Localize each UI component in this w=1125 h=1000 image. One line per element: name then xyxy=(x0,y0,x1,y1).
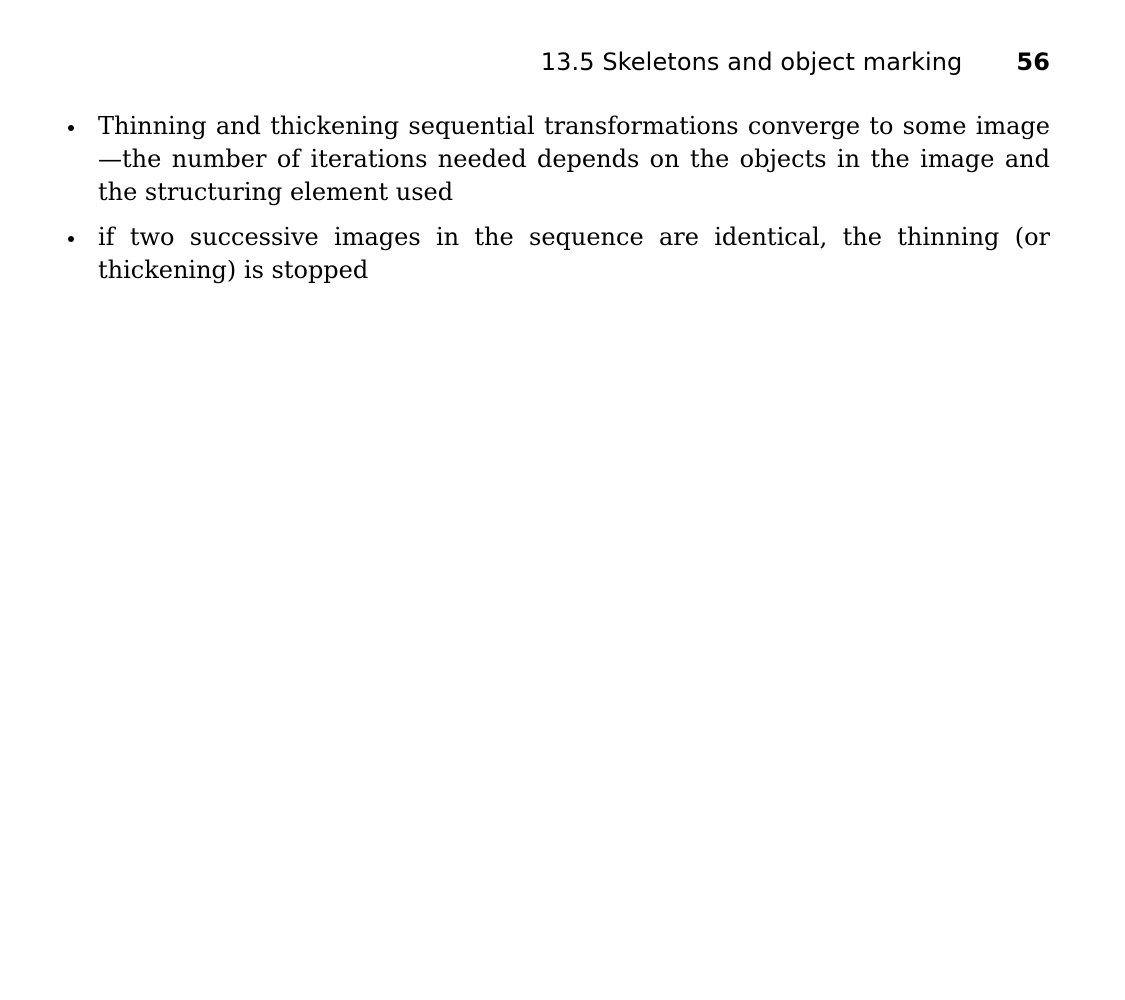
page-number: 56 xyxy=(1016,48,1050,76)
bullet-icon xyxy=(68,125,74,131)
list-item xyxy=(62,110,1050,209)
list-item xyxy=(62,221,1050,287)
bullet-list xyxy=(62,110,1050,299)
list-item-text: if two successive images in the sequence are identical, the thinning (or thickening) is stopped xyxy=(98,223,1050,284)
running-header xyxy=(541,48,1050,76)
bullet-icon xyxy=(68,236,74,242)
list-item-text: Thinning and thickening sequential transformations converge to some image—the number of iterations needed depends on the objects in the image and the structuring element used xyxy=(98,112,1050,206)
section-title: 13.5 Skeletons and object marking xyxy=(540,48,963,76)
